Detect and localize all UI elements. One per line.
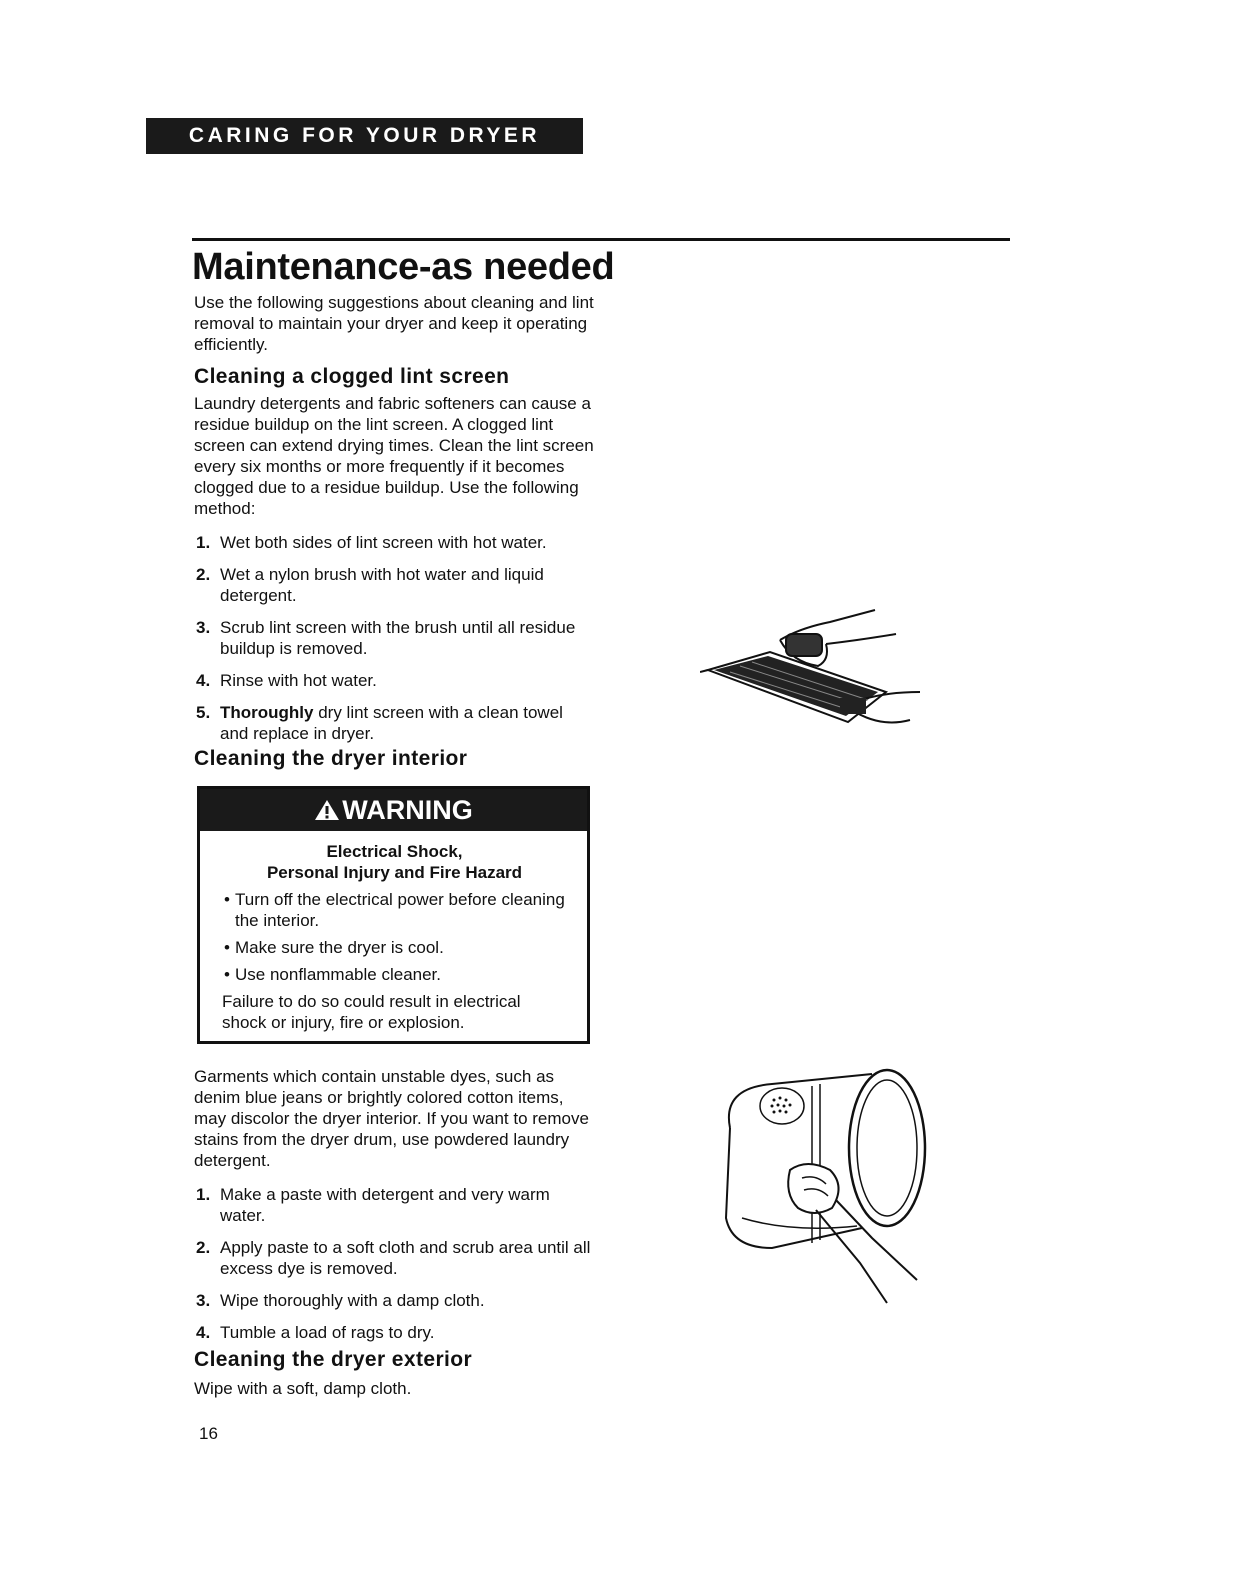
warning-bullets — [220, 889, 569, 985]
dryer-drum-illustration — [712, 1058, 932, 1310]
interior-body: Garments which contain unstable dyes, such as denim blue jeans or brightly colored cotton items, may discolor the dryer interior. If you want to remove stains from the dryer drum, use powdered laundry detergent. — [194, 1067, 589, 1170]
list-item: • Turn off the electrical power before cleaning the interior. — [224, 890, 565, 930]
exterior-section — [194, 1378, 594, 1399]
list-item: 1. Wet both sides of lint screen with hot water. — [196, 533, 547, 552]
list-item: 2. Apply paste to a soft cloth and scrub area until all excess dye is removed. — [196, 1238, 591, 1278]
warning-body — [200, 831, 587, 1033]
hazard-title: Electrical Shock, Personal Injury and Fire Hazard — [266, 842, 523, 882]
intro-text: Use the following suggestions about cleaning and lint removal to maintain your dryer and keep it operating efficiently. — [194, 293, 594, 354]
lint-section — [194, 393, 594, 755]
section-banner: CARING FOR YOUR DRYER — [146, 118, 583, 154]
warning-label: WARNING — [342, 794, 473, 825]
interior-steps — [194, 1184, 594, 1343]
list-item: 1. Make a paste with detergent and very warm water. — [196, 1185, 550, 1225]
lint-steps — [194, 532, 594, 744]
page-title: Maintenance-as needed — [192, 246, 615, 288]
list-item: 4. Rinse with hot water. — [196, 671, 377, 690]
warning-triangle-icon — [314, 798, 340, 822]
title-rule — [192, 238, 1010, 241]
list-item: 3. Scrub lint screen with the brush until all residue buildup is removed. — [196, 618, 576, 658]
intro-block — [194, 292, 594, 355]
interior-section — [194, 1066, 594, 1354]
lint-body: Laundry detergents and fabric softeners can cause a residue buildup on the lint screen. A clogged lint screen can extend drying times. Clean the lint screen every six months or more frequently if it becomes clogged due to a residue buildup. Use the following method: — [194, 394, 594, 518]
warning-header — [200, 789, 587, 831]
lint-screen-illustration — [700, 600, 930, 740]
list-item: 2. Wet a nylon brush with hot water and liquid detergent. — [196, 565, 544, 605]
exterior-heading: Cleaning the dryer exterior — [194, 1348, 473, 1371]
list-item: • Use nonflammable cleaner. — [224, 965, 442, 984]
lint-heading: Cleaning a clogged lint screen — [194, 365, 510, 388]
list-item: 4. Tumble a load of rags to dry. — [196, 1323, 435, 1342]
list-item: 5. Thoroughly dry lint screen with a clean towel and replace in dryer. — [196, 703, 563, 743]
page-number: 16 — [199, 1424, 218, 1443]
interior-heading: Cleaning the dryer interior — [194, 747, 468, 770]
warning-box — [197, 786, 590, 1044]
list-item: 3. Wipe thoroughly with a damp cloth. — [196, 1291, 485, 1310]
exterior-body: Wipe with a soft, damp cloth. — [194, 1379, 412, 1398]
warning-footer: Failure to do so could result in electrical shock or injury, fire or explosion. — [222, 992, 521, 1032]
list-item: • Make sure the dryer is cool. — [224, 938, 444, 957]
